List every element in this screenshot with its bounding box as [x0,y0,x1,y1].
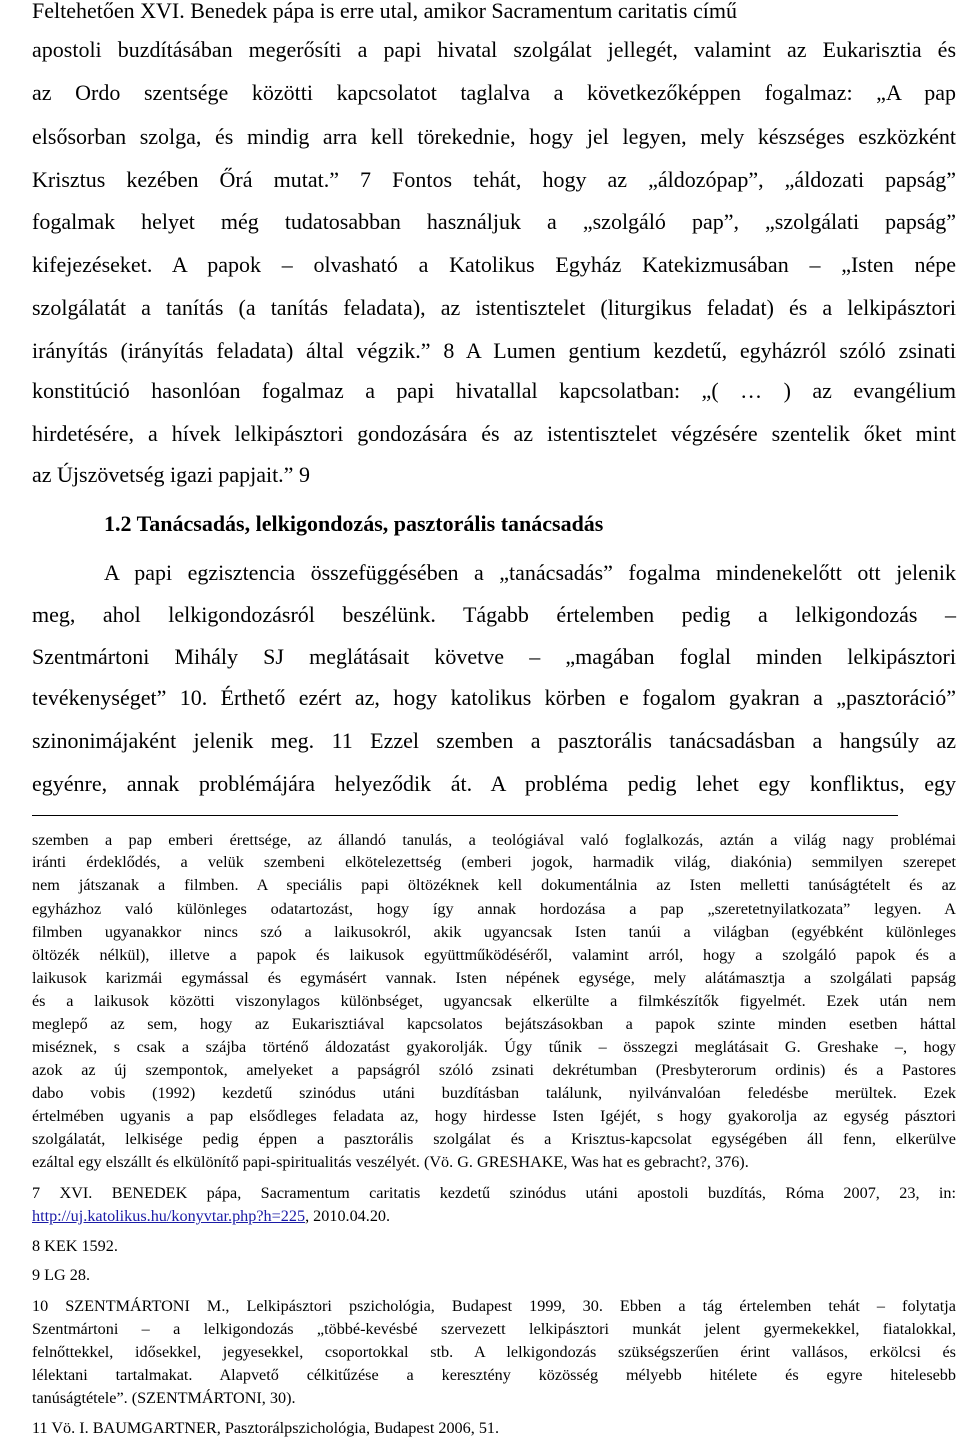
body-line: irányítás (irányítás feladata) által végzik.” 8 A Lumen gentium kezdetű, egyházról szóló zsinati [32,338,956,363]
footnote-8: 8 KEK 1592. [32,1237,118,1255]
footnote-line: értelmében ugyanis a pap elsődleges feladata az, hogy hirdesse Isten Igéjét, s hogy gyakorolja az egység pásztori [32,1107,956,1125]
section-line: Szentmártoni Mihály SJ meglátásait követve – „magában foglal minden lelkipásztori [32,644,956,669]
footnote-7: 7 XVI. BENEDEK pápa, Sacramentum caritatis kezdetű szinódus utáni apostoli buzdítás, Róma 2007, 23, in: [32,1184,956,1202]
body-line: az Újszövetség igazi papjait.” 9 [32,462,310,487]
footnote-line: meglepő az sem, hogy az Eukarisztiával kapcsolatos bejátszásokban a papok szinte minden esetben háttal [32,1015,956,1033]
body-line: hirdetésére, a hívek lelkipásztori gondozására és az istentisztelet végzésére szentelik őket mint [32,421,956,446]
footnote-line: miséznek, s csak a szájba történő áldozatást gyakorolják. Úgy tűnik – összegzi meglátásait G. Greshake –, hogy [32,1038,956,1056]
section-heading: 1.2 Tanácsadás, lelkigondozás, pasztorális tanácsadás [104,511,604,536]
footnote-separator [32,815,898,816]
body-line: az Ordo szentsége közötti kapcsolatot taglalva a következőképpen fogalmaz: „A pap [32,80,956,105]
footnote-line: nem játszanak a filmben. A speciális papi öltözéknek kell dokumentálnia az Isten melletti tanúságtételt és az [32,876,956,894]
footnote-9: 9 LG 28. [32,1266,90,1284]
body-line: Feltehetően XVI. Benedek pápa is erre utal, amikor Sacramentum caritatis című [32,0,737,23]
section-line: szinonimájaként jelenik meg. 11 Ezzel szemben a pasztorális tanácsadásban a hangsúly az [32,728,956,753]
section-line: tevékenységet” 10. Érthető ezért az, hogy katolikus körben e fogalom gyakran a „pasztoráció” [32,685,956,710]
section-line: meg, ahol lelkigondozásról beszélünk. Tágabb értelemben pedig a lelkigondozás – [32,602,956,627]
footnote-10-line: felnőttekkel, idősekkel, jegyesekkel, csoportokkal stb. A lelkigondozás szükségszerűen érint vallásos, erkölcsi és [32,1343,956,1361]
footnote-line: ezáltal egy elszállt és elkülönítő papi-spiritualitás veszélyét. (Vö. G. GRESHAKE, Was hat es gebracht?, 376). [32,1153,749,1171]
body-line: fogalmak helyet még tudatosabban használjuk a „szolgáló pap”, „szolgálati papság” [32,209,956,234]
section-line: A papi egzisztencia összefüggésében a „tanácsadás” fogalma mindenekelőtt ott jelenik [104,560,956,585]
footnote-11: 11 Vö. I. BAUMGARTNER, Pasztorálpszichológia, Budapest 2006, 51. [32,1419,500,1437]
footnote-line: dabo vobis (1992) kezdetű szinódus utáni buzdításban találunk, nyilvánvalóan feledésbe merültek. Ezek [32,1084,956,1102]
footnote-line: azok az új szempontok, amelyeket a papságról szóló zsinati dekrétumban (Presbyterorum ordinis) és a Pastores [32,1061,956,1079]
body-line: kifejezéseket. A papok – olvasható a Katolikus Egyház Katekizmusában – „Isten népe [32,252,956,277]
footnote-line: és a laikusok közötti viszonylagos különbséget, ugyancsak elkerülte a filmkészítők figyelmét. Ezek után nem [32,992,956,1010]
footnote-10: 10 SZENTMÁRTONI M., Lelkipásztori pszichológia, Budapest 1999, 30. Ebben a tág értelemben tehát – folytatja [32,1297,956,1315]
footnote-line: egyházhoz való különleges odatartozást, hogy így annak hordozása a pap „szeretetnyilatkozata” legyen. A [32,900,956,918]
footnote-line: iránti érdeklődés, a velük szembeni elkötelezettség (emberi jogok, harmadik világ, diakónia) semmilyen szerepet [32,853,956,871]
footnote-10-line: Szentmártoni – a lelkigondozás „többé-kevésbé szervezett lelkipásztori munkát jelent gyermekekkel, fiatalokkal, [32,1320,956,1338]
footnote-line: öltözék nélkül), illetve a papok és laikusok együttműködéséről, valamint arról, hogy a szolgáló papok és a [32,946,956,964]
body-line: szolgálatát a tanítás (a tanítás feladata), az istentisztelet (liturgikus feladat) és a lelkipásztori [32,295,956,320]
footnote-line: filmben ugyanakkor nincs szó a laikusokról, akik ugyancsak Isten tanúi a világban (egyébként különleges [32,923,956,941]
footnote-7-link[interactable]: http://uj.katolikus.hu/konyvtar.php?h=225 [32,1207,306,1225]
footnote-7-date: , 2010.04.20. [305,1207,391,1225]
footnote-10-line: lélektani tartalmakat. Alapvető célkitűzése a keresztény közösség mélyebb hitélete és egyre hitelesebb [32,1366,956,1384]
footnote-line: laikusok karizmái egymással és egymásért vannak. Isten népének egysége, mely alátámasztja a szolgálati papság [32,969,956,987]
body-line: konstitúció hasonlóan fogalmaz a papi hivatallal kapcsolatban: „( … ) az evangélium [32,378,956,403]
section-line: egyénre, annak problémájára helyeződik át. A probléma pedig lehet egy konfliktus, egy [32,771,956,796]
body-line: elsősorban szolga, és mindig arra kell törekednie, hogy jel legyen, mely készséges eszközként [32,124,956,149]
footnote-line: szolgálatát, lelkisége pedig éppen a pasztorális szolgálat és a Krisztus-kapcsolat egységében áll fenn, elkerülve [32,1130,956,1148]
footnote-line: szemben a pap emberi érettsége, az állandó tanulás, a teológiával való foglalkozás, aztán a világ nagy problémai [32,831,956,849]
footnote-10-line: tanúságtétele”. (SZENTMÁRTONI, 30). [32,1389,296,1407]
footnote-7-continuation [32,1206,956,1226]
body-line: Krisztus kezében Őrá mutat.” 7 Fontos tehát, hogy az „áldozópap”, „áldozati papság” [32,167,956,192]
body-line: apostoli buzdításában megerősíti a papi hivatal szolgálat jellegét, valamint az Eukarisztia és [32,37,956,62]
